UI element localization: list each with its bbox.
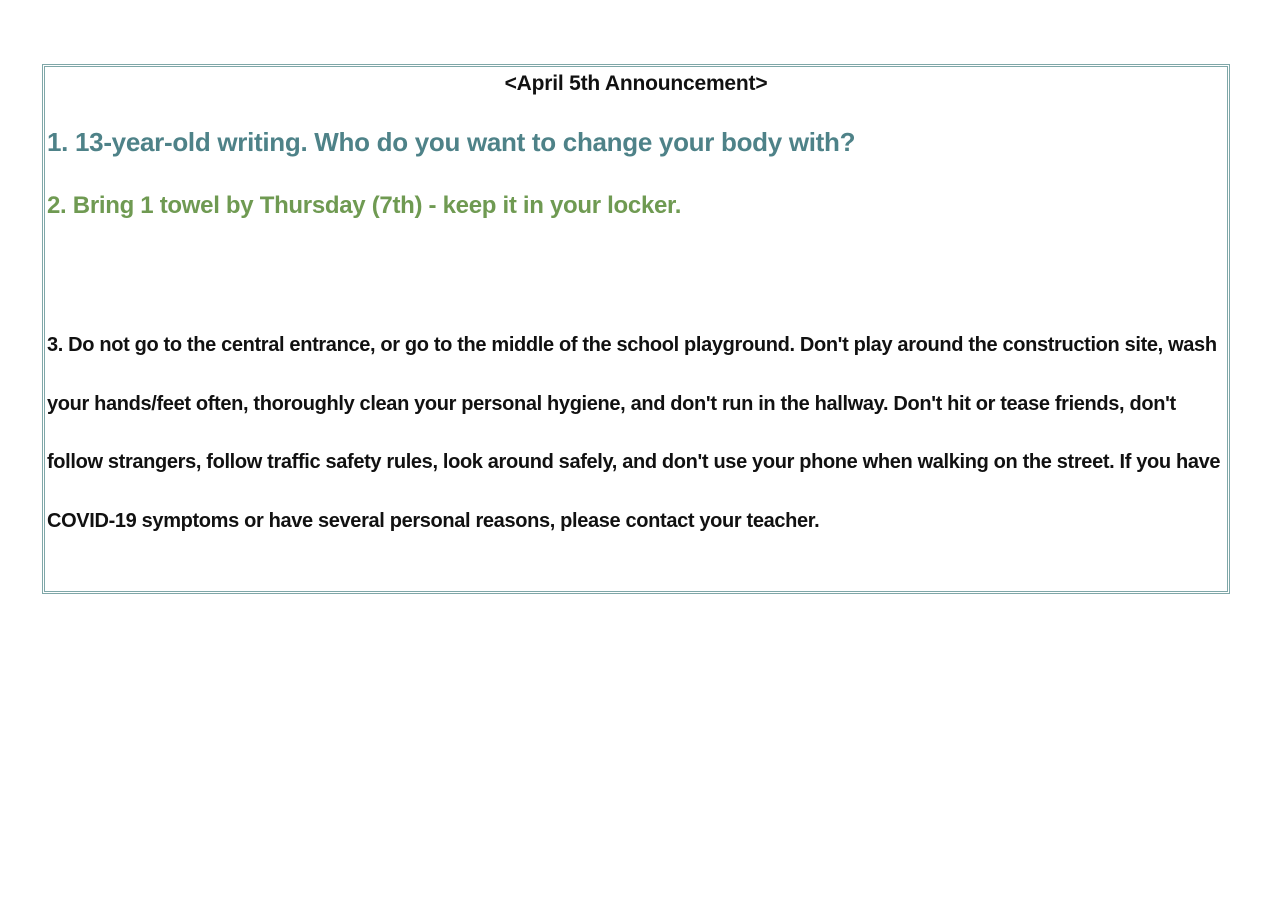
announcement-box [42,64,1230,594]
announcement-item-3: 3. Do not go to the central entrance, or go to the middle of the school playground. Don't play around the construction site, wash your hands/feet often, thoroughly clean your personal hygiene, and don't run in the hallway. Don't hit or tease friends, don't follow strangers, follow traffic safety rules, look around safely, and don't use your phone when walking on the street. If you have COVID-19 symptoms or have several personal reasons, please contact your teacher. [47,334,1221,532]
announcement-title: <April 5th Announcement> [504,72,768,95]
announcement-item-2: 2. Bring 1 towel by Thursday (7th) - keep it in your locker. [47,192,682,219]
announcement-item-1: 1. 13-year-old writing. Who do you want to change your body with? [47,127,856,157]
